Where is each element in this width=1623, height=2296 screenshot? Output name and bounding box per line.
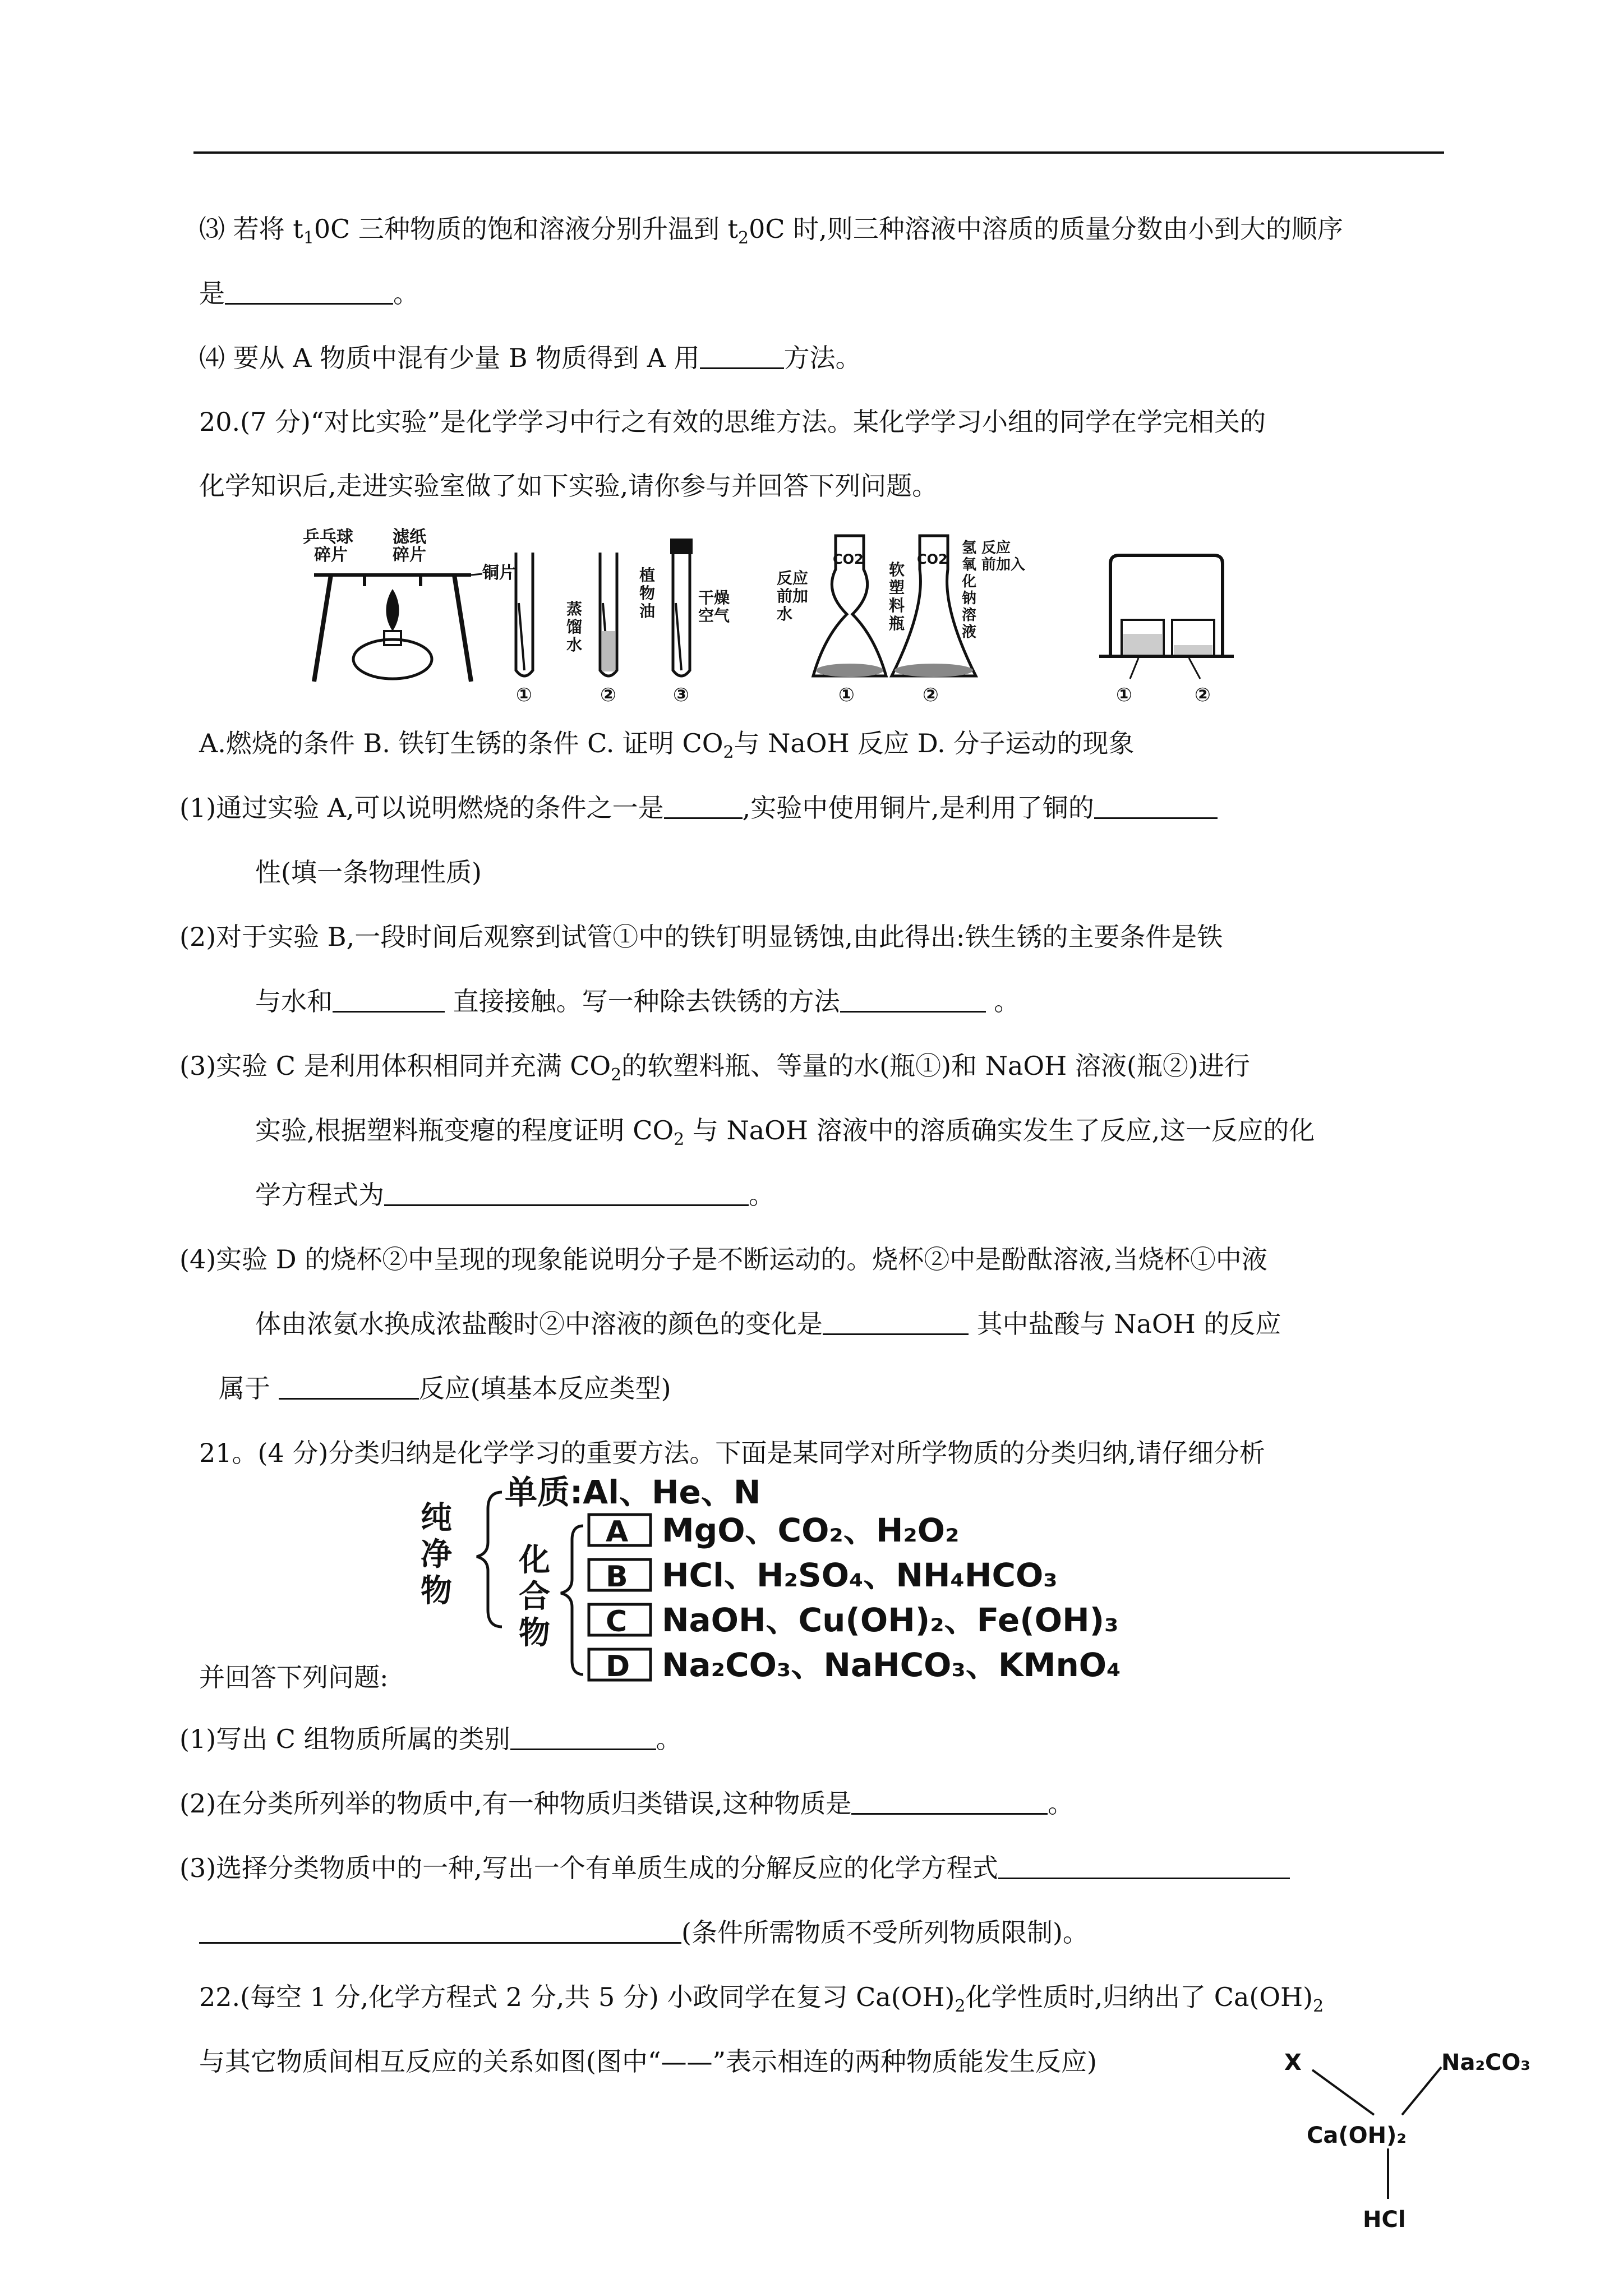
experiment-c-drawing (777, 536, 1025, 706)
q20-q4-line3: 属于 反应(填基本反应类型) (219, 1373, 671, 1404)
experiment-a-drawing (303, 527, 516, 682)
q21-intro: 21。(4 分)分类归纳是化学学习的重要方法。下面是某同学对所学物质的分类归纳,请仔细分析 (199, 1438, 1265, 1468)
header-rule (193, 151, 1444, 154)
q20-q3-line2: 实验,根据塑料瓶变瘪的程度证明 $CO_2$ 与 NaOH 溶液中的溶质确实发生了反应,这一反应的化 (255, 1115, 1315, 1150)
q21-q3-line1: (3)选择分类物质中的一种,写出一个有单质生成的分解反应的化学方程式 (179, 1851, 1290, 1885)
answer-blank[interactable] (510, 1724, 656, 1750)
svg-text:滤纸: 滤纸 (393, 527, 426, 547)
svg-text:Ca(OH)₂: Ca(OH)₂ (1307, 2123, 1407, 2148)
q21-classification-figure (404, 1475, 1301, 1702)
svg-text:①: ① (1116, 684, 1132, 706)
svg-text:油: 油 (639, 602, 656, 620)
svg-text:②: ② (1195, 684, 1211, 706)
q22-line1: 22.(每空 1 分,化学方程式 2 分,共 5 分) 小政同学在复习 $Ca(OH)_2$化学性质时,归纳出了 $Ca(OH)_2$ (199, 1982, 1324, 2017)
svg-text:NaOH、Cu(OH)₂、Fe(OH)₃: NaOH、Cu(OH)₂、Fe(OH)₃ (662, 1601, 1119, 1639)
svg-text:碎片: 碎片 (393, 545, 426, 565)
answer-blank[interactable] (840, 986, 986, 1013)
svg-text:软: 软 (889, 560, 905, 579)
svg-text:CO2: CO2 (833, 551, 864, 567)
svg-text:物: 物 (519, 1615, 550, 1651)
svg-text:钠: 钠 (962, 590, 977, 607)
q20-intro-line2: 化学知识后,走进实验室做了如下实验,请你参与并回答下列问题。 (199, 471, 938, 501)
answer-blank[interactable] (700, 343, 784, 369)
experiment-b-drawing (516, 539, 730, 706)
q21-q3-line2: (条件所需物质不受所列物质限制)。 (199, 1916, 1089, 1949)
svg-text:馏: 馏 (566, 618, 583, 636)
q21-q2: (2)在分类所列举的物质中,有一种物质归类错误,这种物质是 。 (179, 1788, 1074, 1819)
answer-blank[interactable] (333, 986, 445, 1013)
svg-text:物: 物 (421, 1573, 452, 1609)
svg-text:X: X (1284, 2050, 1302, 2076)
q20-q4-line1: (4)实验 D 的烧杯②中呈现的现象能说明分子是不断运动的。烧杯②中是酚酞溶液,当烧杯①中液 (179, 1244, 1267, 1274)
answer-blank[interactable] (823, 1309, 969, 1335)
svg-text:纯: 纯 (421, 1500, 452, 1536)
svg-text:HCl: HCl (1363, 2207, 1406, 2233)
q20-q1-line2: 性(填一条物理性质) (255, 857, 482, 887)
q20-q4-line2: 体由浓氨水换成浓盐酸时②中溶液的颜色的变化是 其中盐酸与 NaOH 的反应 (255, 1309, 1281, 1339)
answer-blank[interactable] (998, 1853, 1290, 1879)
q21-q1: (1)写出 C 组物质所属的类别 。 (179, 1724, 682, 1754)
svg-text:碎片: 碎片 (314, 545, 348, 565)
answer-blank[interactable] (1094, 793, 1218, 819)
q22-line2: 与其它物质间相互反应的关系如图(图中“——”表示相连的两种物质能发生反应) (199, 2046, 1097, 2077)
svg-text:Na₂CO₃、NaHCO₃、KMnO₄: Na₂CO₃、NaHCO₃、KMnO₄ (662, 1646, 1121, 1684)
svg-text:合: 合 (519, 1579, 550, 1615)
svg-text:化: 化 (519, 1542, 550, 1579)
svg-text:B: B (606, 1560, 628, 1594)
q20-q3-line1: (3)实验 C 是利用体积相同并充满 $CO_2$的软塑料瓶、等量的水(瓶①)和 NaOH 溶液(瓶②)进行 (179, 1051, 1250, 1085)
q21-after: 并回答下列问题: (199, 1662, 389, 1692)
answer-blank[interactable] (851, 1788, 1048, 1815)
svg-text:②: ② (923, 684, 939, 706)
svg-text:③: ③ (673, 684, 689, 706)
svg-text:塑: 塑 (889, 578, 905, 597)
svg-text:液: 液 (962, 624, 977, 641)
svg-text:HCl、H₂SO₄、NH₄HCO₃: HCl、H₂SO₄、NH₄HCO₃ (662, 1556, 1058, 1594)
svg-text:①: ① (838, 684, 855, 706)
q20-q2-line2: 与水和 直接接触。写一种除去铁锈的方法 。 (255, 986, 1020, 1016)
answer-blank[interactable] (664, 793, 743, 819)
svg-text:D: D (606, 1650, 630, 1683)
svg-text:A: A (606, 1515, 629, 1549)
svg-text:料: 料 (889, 596, 905, 615)
q22-relation-diagram (1273, 2036, 1565, 2240)
q20-captions: A.燃烧的条件 B. 铁钉生锈的条件 C. 证明 $CO_2$与 NaOH 反应 D. 分子运动的现象 (199, 728, 1135, 763)
q19-part3-line2: 是 。 (199, 278, 419, 309)
answer-blank[interactable] (384, 1180, 749, 1206)
svg-text:植: 植 (639, 566, 656, 585)
svg-text:①: ① (516, 684, 532, 706)
svg-text:干燥: 干燥 (698, 588, 730, 607)
svg-text:氢: 氢 (962, 540, 977, 556)
svg-text:前加: 前加 (777, 587, 809, 605)
svg-text:氧: 氧 (962, 556, 977, 573)
q20-intro-line1: 20.(7 分)“对比实验”是化学学习中行之有效的思维方法。某化学学习小组的同学在学完相关的 (199, 407, 1266, 437)
q20-experiment-figure (280, 519, 1262, 712)
svg-text:净: 净 (421, 1536, 452, 1573)
svg-text:单质:Al、He、N: 单质:Al、He、N (505, 1475, 761, 1511)
svg-text:②: ② (600, 684, 616, 706)
svg-text:前加入: 前加入 (981, 556, 1026, 573)
q20-q3-line3: 学方程式为 。 (255, 1180, 774, 1210)
svg-text:MgO、CO₂、H₂O₂: MgO、CO₂、H₂O₂ (662, 1511, 960, 1549)
svg-text:反应: 反应 (981, 540, 1011, 556)
svg-text:Na₂CO₃: Na₂CO₃ (1441, 2050, 1530, 2076)
svg-text:乒乓球: 乒乓球 (303, 527, 353, 547)
svg-text:化: 化 (962, 573, 977, 590)
q20-q1-line1: (1)通过实验 A,可以说明燃烧的条件之一是 ,实验中使用铜片,是利用了铜的 (179, 791, 1218, 825)
svg-text:CO2: CO2 (917, 551, 948, 567)
answer-blank[interactable] (199, 1917, 681, 1944)
svg-text:溶: 溶 (962, 607, 977, 624)
svg-text:瓶: 瓶 (889, 614, 905, 633)
q19-part4: ⑷ 要从 A 物质中混有少量 B 物质得到 A 用 方法。 (199, 343, 861, 373)
answer-blank[interactable] (279, 1373, 419, 1400)
svg-text:反应: 反应 (777, 569, 809, 587)
svg-text:物: 物 (639, 584, 656, 602)
svg-text:铜片: 铜片 (482, 563, 516, 583)
svg-text:蒸: 蒸 (566, 600, 583, 618)
experiment-d-drawing (1099, 555, 1234, 706)
q19-part3-line1: ⑶ 若将 $t_10C$ 三种物质的饱和溶液分别升温到 $t_20C$ 时,则三种溶液中溶质的质量分数由小到大的顺序 (199, 214, 1343, 249)
svg-text:C: C (606, 1605, 628, 1639)
answer-blank[interactable] (225, 278, 393, 305)
svg-text:水: 水 (566, 636, 583, 654)
svg-text:空气: 空气 (698, 606, 730, 625)
q20-q2-line1: (2)对于实验 B,一段时间后观察到试管①中的铁钉明显锈蚀,由此得出:铁生锈的主要条件是铁 (179, 922, 1223, 952)
svg-text:水: 水 (777, 605, 793, 623)
